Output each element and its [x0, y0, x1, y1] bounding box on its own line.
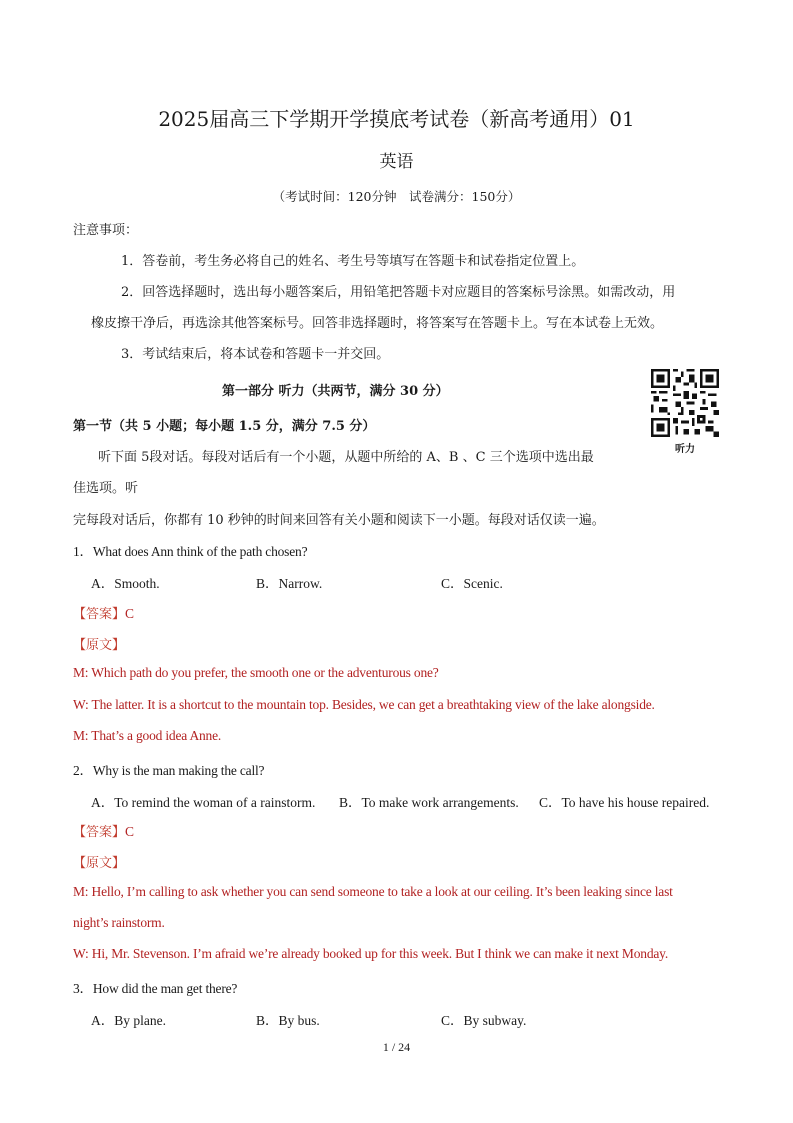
instructions-line-3: 完每段对话后，你都有 10 秒钟的时间来回答有关小题和阅读下一小题。每段对话仅读一遍。: [73, 513, 605, 528]
question-3-option-c: C．By subway.: [441, 1013, 527, 1028]
notice-item-3: 3．考试结束后，将本试卷和答题卡一并交回。: [121, 347, 390, 362]
question-3-option-b: B．By bus.: [256, 1013, 320, 1028]
notice-item-2-line-2: 橡皮擦干净后，再选涂其他答案标号。回答非选择题时，将答案写在答题卡上。写在本试卷上无效。: [91, 316, 664, 331]
question-2-transcript-line-2: night’s rainstorm.: [73, 915, 165, 930]
question-2-answer: [73, 821, 134, 840]
question-1-transcript-line-2: W: The latter. It is a shortcut to the mountain top. Besides, we can get a breathtaking view of the lake alongside.: [73, 697, 655, 712]
question-2-transcript-line-3: W: Hi, Mr. Stevenson. I’m afraid we’re already booked up for this week. But I think we can make it next Monday.: [73, 946, 669, 961]
answer-label: 【答案】: [73, 825, 126, 840]
answer-value: C: [125, 606, 134, 621]
question-2-option-a: A．To remind the woman of a rainstorm.: [91, 795, 316, 810]
instructions-line-1: 听下面 5段对话。每段对话后有一个小题，从题中所给的 A、B 、C 三个选项中选出最: [98, 450, 594, 465]
notice-item-1: 1．答卷前，考生务必将自己的姓名、考生号等填写在答题卡和试卷指定位置上。: [121, 254, 585, 269]
question-3-option-a: A．By plane.: [91, 1013, 166, 1028]
question-1-stem: 1．What does Ann think of the path chosen?: [73, 544, 308, 559]
question-1-option-a: A．Smooth.: [91, 576, 160, 591]
question-3-stem: 3．How did the man get there?: [73, 981, 238, 996]
part-1-heading: 第一部分 听力（共两节，满分 30 分）: [222, 384, 449, 399]
answer-label: 【答案】: [73, 607, 126, 622]
subject-heading: 英语: [379, 152, 414, 172]
transcript-label: 【原文】: [73, 856, 126, 871]
qr-code-icon: [651, 369, 719, 437]
exam-meta: （考试时间：120分钟 试卷满分：150分）: [272, 189, 521, 204]
question-1-option-b: B．Narrow.: [256, 576, 323, 591]
answer-value: C: [125, 824, 134, 839]
instructions-line-2: 佳选项。听: [73, 481, 139, 496]
question-2-option-c: C．To have his house repaired.: [539, 795, 710, 810]
question-2-transcript-label: [73, 852, 125, 871]
question-1-transcript-line-3: M: That’s a good idea Anne.: [73, 728, 222, 743]
notice-heading: 注意事项：: [73, 223, 139, 238]
question-1-transcript-label: [73, 634, 125, 653]
transcript-label: 【原文】: [73, 638, 126, 653]
page-number: 1 / 24: [382, 1040, 411, 1054]
notice-item-2-line-1: 2．回答选择题时，选出每小题答案后，用铅笔把答题卡对应题目的答案标号涂黑。如需改动，用: [121, 285, 676, 300]
page-title: 2025届高三下学期开学摸底考试卷（新高考通用）01: [158, 107, 635, 131]
question-2-stem: 2．Why is the man making the call?: [73, 763, 265, 778]
question-1-answer: [73, 603, 134, 622]
question-2-transcript-line-1: M: Hello, I’m calling to ask whether you can send someone to take a look at our ceiling. It’s been leaking since last: [73, 884, 673, 899]
section-heading: 第一节（共 5 小题；每小题 1.5 分，满分 7.5 分）: [73, 419, 376, 434]
qr-label: 听力: [675, 444, 695, 455]
question-1-option-c: C．Scenic.: [441, 576, 503, 591]
question-1-transcript-line-1: M: Which path do you prefer, the smooth one or the adventurous one?: [73, 665, 439, 680]
question-2-option-b: B．To make work arrangements.: [339, 795, 519, 810]
